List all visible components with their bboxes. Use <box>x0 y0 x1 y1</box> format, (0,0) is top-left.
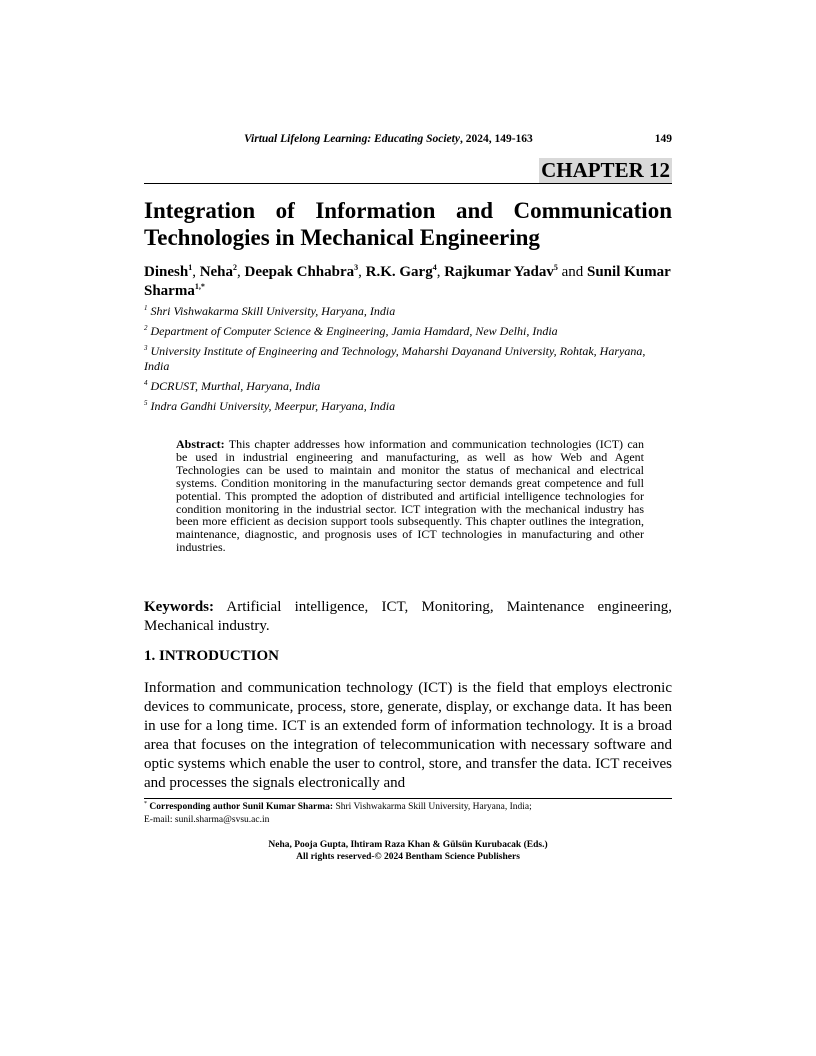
abstract-label: Abstract: <box>176 437 225 451</box>
affiliation: $^5$ Indra Gandhi University, Meerpur, Haryana, India <box>144 399 396 413</box>
author: Dinesh$^1$ <box>144 263 193 280</box>
affiliation-list <box>144 304 672 419</box>
keywords-label: Keywords: <box>144 599 214 615</box>
footnote-text: Shri Vishwakarma Skill University, Haryana, India; <box>335 802 532 812</box>
author: Neha$^2$ <box>199 263 238 280</box>
copyright-line: All rights reserved-© 2024 Bentham Science Publishers <box>296 852 520 862</box>
keywords <box>144 598 672 636</box>
affiliation: $^4$ DCRUST, Murthal, Haryana, India <box>144 379 321 393</box>
abstract-text: This chapter addresses how information and communication technologies (ICT) can be used in industrial engineering and manufacturing, as well as how Web and Agent Technologies can be used to maintain and monitor the status of mechanical and electrical systems. Condition monitoring in the manufacturing sector demands great competence and full potential. This prompted the adoption of distributed and artificial intelligence technologies for condition monitoring in the industrial sector. ICT integration with the mechanical industry has been more efficient as decision support tools subsequently. This chapter outlines the integration, maintenance, diagnostic, and prognosis uses of ICT technologies in manufacturing and other industries. <box>176 437 644 555</box>
author: Sunil Kumar Sharma$^{1,*}$ <box>144 264 671 299</box>
page-number: 149 <box>654 133 672 145</box>
author: R.K. Garg$^4$ <box>365 263 437 280</box>
affiliation: $^1$ Shri Vishwakarma Skill University, Haryana, India <box>144 304 396 318</box>
journal-title: Virtual Lifelong Learning: Educating Society <box>244 133 460 145</box>
footnote-email: E-mail: sunil.sharma@svsu.ac.in <box>144 814 270 825</box>
editors-line: Neha, Pooja Gupta, Ihtiram Raza Khan & Gülsün Kurubacak (Eds.) <box>268 840 548 850</box>
affiliation: $^3$ University Institute of Engineering and Technology, Maharshi Dayanand University, Rohtak, Haryana, India <box>144 344 646 373</box>
running-head <box>144 133 672 149</box>
paper-title: Integration of Information and Communication Technologies in Mechanical Engineering <box>144 198 672 250</box>
author: Rajkumar Yadav$^5$ <box>444 263 558 280</box>
author-list: Dinesh$^1$, Neha$^2$, Deepak Chhabra$^3$, R.K. Garg$^4$, Rajkumar Yadav$^5$ and Sunil Kumar Sharma$^{1,*}$ <box>144 263 671 299</box>
footnote-marker: * <box>144 800 147 807</box>
chapter-divider <box>144 183 672 184</box>
author: Deepak Chhabra$^3$ <box>244 263 359 280</box>
footnote-label: Corresponding author Sunil Kumar Sharma: <box>149 802 334 812</box>
intro-paragraph: Information and communication technology (ICT) is the field that employs electronic devices to communicate, process, store, generate, display, or exchange data. It has been in use for a long time. ICT is an extended form of information technology. It is a broad area that focuses on the integration of telecommunication with necessary software and optic systems which enable the user to control, store, and transfer the data. ICT receives and processes the signals electronically and <box>144 680 672 791</box>
authors-conjunction: and <box>561 264 584 280</box>
section-heading: 1. INTRODUCTION <box>144 648 280 664</box>
editors-block <box>144 839 672 863</box>
footnote-divider <box>144 798 672 799</box>
journal-year-pages: , 2024, 149-163 <box>459 133 533 145</box>
affiliation: $^2$ Department of Computer Science & Engineering, Jamia Hamdard, New Delhi, India <box>144 324 558 338</box>
chapter-label: CHAPTER 12 <box>541 158 670 182</box>
abstract <box>176 438 644 554</box>
keywords-text: Artificial intelligence, ICT, Monitoring, Maintenance engineering, Mechanical industry. <box>144 599 672 634</box>
footnote <box>144 801 672 826</box>
